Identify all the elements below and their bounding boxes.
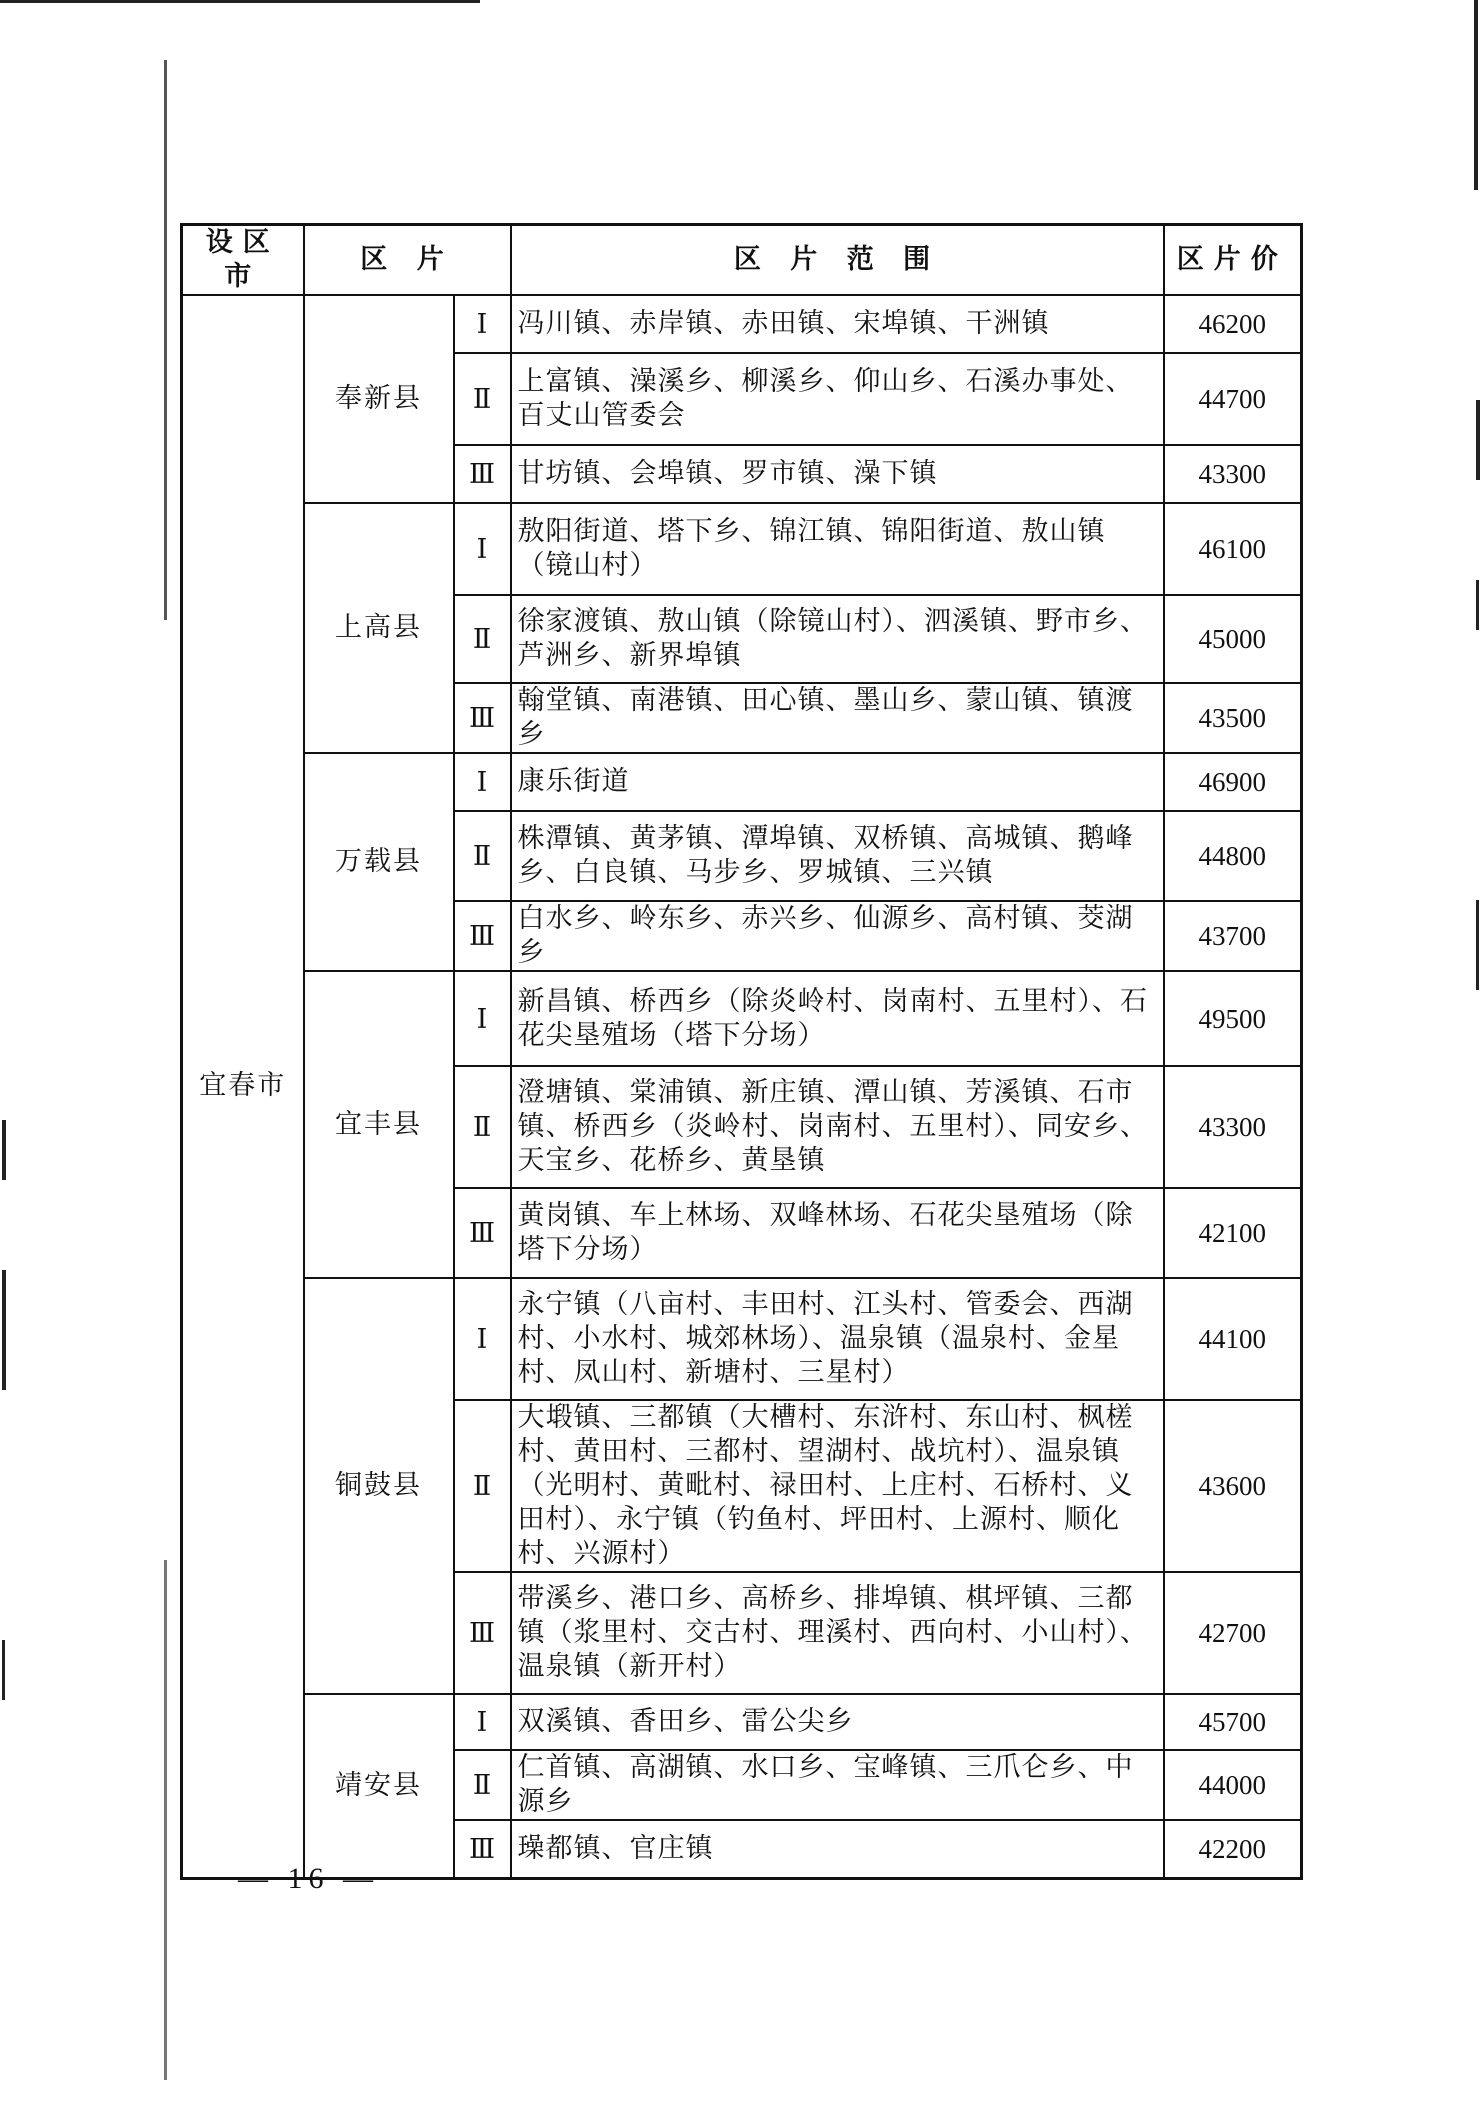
scope-cell: 大塅镇、三都镇（大槽村、东浒村、东山村、枫槎村、黄田村、三都村、望湖村、战坑村）、温泉镇（光明村、黄毗村、禄田村、上庄村、石桥村、义田村）、永宁镇（钓鱼村、坪田村、上源村、顺化村、兴源村） [511,1400,1164,1572]
price-cell: 45000 [1164,595,1302,683]
scope-cell: 璪都镇、官庄镇 [511,1820,1164,1878]
price-cell: 43300 [1164,1066,1302,1188]
scope-cell: 康乐街道 [511,753,1164,811]
table-row [182,1278,1302,1400]
scope-cell: 翰堂镇、南港镇、田心镇、墨山乡、蒙山镇、镇渡乡 [511,683,1164,753]
table-row [182,295,1302,353]
scope-cell: 冯川镇、赤岸镇、赤田镇、宋埠镇、干洲镇 [511,295,1164,353]
grade-cell: Ⅲ [454,683,511,753]
price-cell: 44000 [1164,1750,1302,1820]
price-cell: 44800 [1164,811,1302,901]
scope-cell: 上富镇、澡溪乡、柳溪乡、仰山乡、石溪办事处、百丈山管委会 [511,353,1164,445]
header-area: 区 片 [304,225,511,296]
price-cell: 43600 [1164,1400,1302,1572]
scope-cell: 仁首镇、高湖镇、水口乡、宝峰镇、三爪仑乡、中源乡 [511,1750,1164,1820]
price-cell: 43500 [1164,683,1302,753]
scan-edge-mark [0,0,480,3]
land-price-table [180,223,1303,1880]
grade-cell: Ⅱ [454,811,511,901]
table-row [182,503,1302,595]
scope-cell: 株潭镇、黄茅镇、潭埠镇、双桥镇、高城镇、鹅峰乡、白良镇、马步乡、罗城镇、三兴镇 [511,811,1164,901]
price-cell: 42100 [1164,1188,1302,1278]
county-cell: 铜鼓县 [304,1278,454,1694]
scope-cell: 新昌镇、桥西乡（除炎岭村、岗南村、五里村）、石花尖垦殖场（塔下分场） [511,971,1164,1066]
grade-cell: Ⅰ [454,1694,511,1750]
price-cell: 42700 [1164,1572,1302,1694]
table-row [182,971,1302,1066]
grade-cell: Ⅱ [454,1400,511,1572]
page-number: — 16 — [238,1862,379,1895]
table-header-row [182,225,1302,296]
price-cell: 44700 [1164,353,1302,445]
scope-cell: 徐家渡镇、敖山镇（除镜山村）、泗溪镇、野市乡、芦洲乡、新界埠镇 [511,595,1164,683]
scan-edge-mark [1476,400,1480,480]
grade-cell: Ⅲ [454,901,511,971]
grade-cell: Ⅰ [454,971,511,1066]
header-price: 区片价 [1164,225,1302,296]
price-cell: 46200 [1164,295,1302,353]
table-row [182,1694,1302,1750]
grade-cell: Ⅰ [454,503,511,595]
price-cell: 46900 [1164,753,1302,811]
scope-cell: 黄岗镇、车上林场、双峰林场、石花尖垦殖场（除塔下分场） [511,1188,1164,1278]
city-cell: 宜春市 [182,295,304,1878]
grade-cell: Ⅰ [454,295,511,353]
price-cell: 49500 [1164,971,1302,1066]
price-cell: 44100 [1164,1278,1302,1400]
grade-cell: Ⅱ [454,353,511,445]
county-cell: 万载县 [304,753,454,971]
header-city: 设区市 [182,225,304,296]
price-cell: 42200 [1164,1820,1302,1878]
county-cell: 上高县 [304,503,454,753]
grade-cell: Ⅱ [454,1066,511,1188]
county-cell: 奉新县 [304,295,454,503]
grade-cell: Ⅲ [454,1820,511,1878]
scan-edge-mark [1476,900,1479,990]
scan-edge-mark [164,60,167,620]
scope-cell: 白水乡、岭东乡、赤兴乡、仙源乡、高村镇、茭湖乡 [511,901,1164,971]
scope-cell: 永宁镇（八亩村、丰田村、江头村、管委会、西湖村、小水村、城郊林场）、温泉镇（温泉村、金星村、凤山村、新塘村、三星村） [511,1278,1164,1400]
scope-cell: 带溪乡、港口乡、高桥乡、排埠镇、棋坪镇、三都镇（浆里村、交古村、理溪村、西向村、小山村）、温泉镇（新开村） [511,1572,1164,1694]
scope-cell: 敖阳街道、塔下乡、锦江镇、锦阳街道、敖山镇（镜山村） [511,503,1164,595]
grade-cell: Ⅲ [454,445,511,503]
county-cell: 宜丰县 [304,971,454,1278]
grade-cell: Ⅱ [454,595,511,683]
grade-cell: Ⅲ [454,1572,511,1694]
header-scope: 区 片 范 围 [511,225,1164,296]
scope-cell: 甘坊镇、会埠镇、罗市镇、澡下镇 [511,445,1164,503]
scan-edge-mark [1474,0,1478,190]
table-row [182,753,1302,811]
scan-edge-mark [164,1560,167,2080]
scope-cell: 澄塘镇、棠浦镇、新庄镇、潭山镇、芳溪镇、石市镇、桥西乡（炎岭村、岗南村、五里村）、同安乡、天宝乡、花桥乡、黄垦镇 [511,1066,1164,1188]
scan-edge-mark [2,1270,6,1390]
county-cell: 靖安县 [304,1694,454,1878]
price-cell: 43700 [1164,901,1302,971]
scope-cell: 双溪镇、香田乡、雷公尖乡 [511,1694,1164,1750]
grade-cell: Ⅰ [454,1278,511,1400]
grade-cell: Ⅲ [454,1188,511,1278]
scan-edge-mark [1476,580,1479,630]
grade-cell: Ⅰ [454,753,511,811]
grade-cell: Ⅱ [454,1750,511,1820]
scan-edge-mark [2,1120,6,1180]
price-cell: 45700 [1164,1694,1302,1750]
scan-edge-mark [2,1640,5,1700]
price-cell: 46100 [1164,503,1302,595]
price-cell: 43300 [1164,445,1302,503]
